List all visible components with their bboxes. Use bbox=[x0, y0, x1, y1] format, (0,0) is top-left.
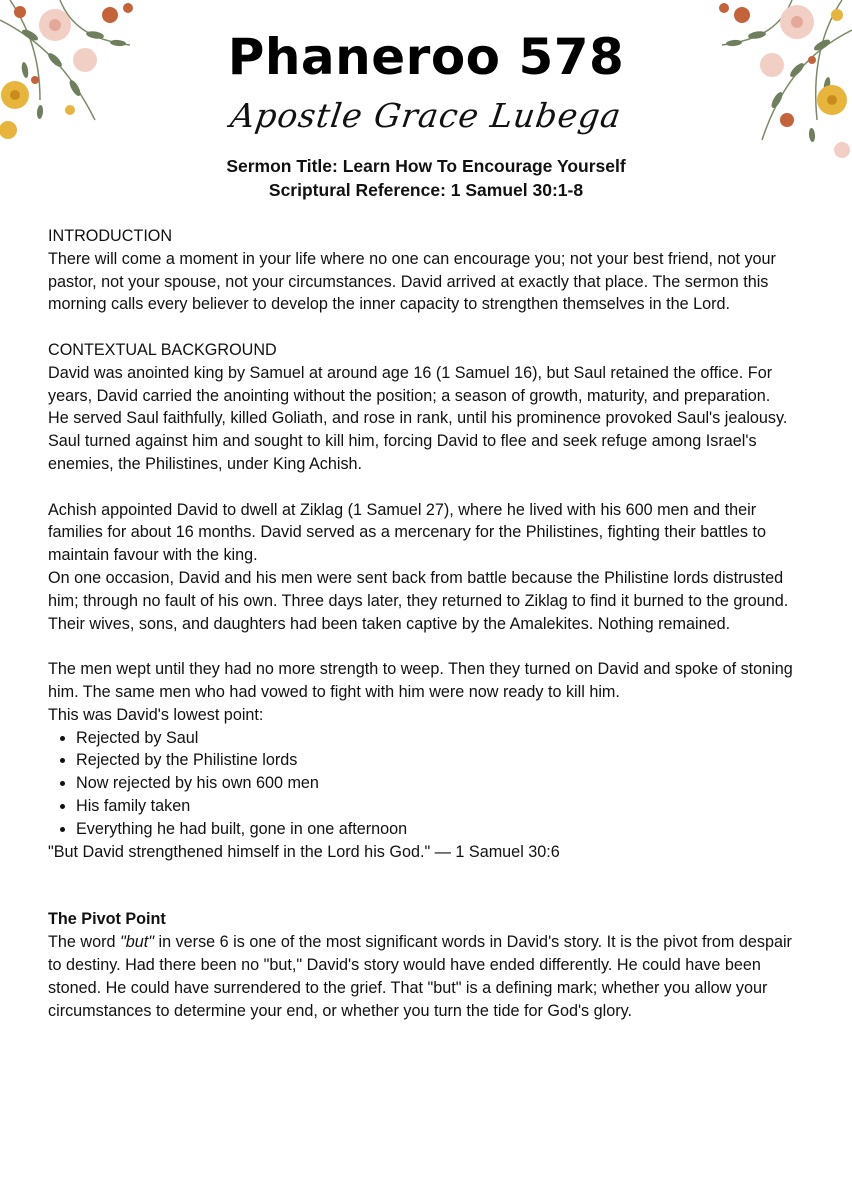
intro-heading: INTRODUCTION bbox=[48, 227, 173, 245]
intro-paragraph: There will come a moment in your life where no one can encourage you; not your best friend, not your pastor, not your spouse, not your circumstances. David arrived at exactly that place. The sermon this morning calls every believer to develop the inner capacity to strengthen themselves in the Lord. bbox=[48, 249, 776, 314]
lowest-points-list bbox=[48, 727, 798, 841]
document-header bbox=[0, 24, 852, 202]
document-body bbox=[48, 225, 798, 1022]
sermon-title: Sermon Title: Learn How To Encourage Yourself bbox=[226, 156, 626, 176]
lowest-point-intro: This was David's lowest point: bbox=[48, 705, 264, 724]
pivot-heading: The Pivot Point bbox=[48, 910, 166, 929]
list-item: • Now rejected by his own 600 men bbox=[76, 772, 798, 795]
context-paragraph-5: The men wept until they had no more strength to weep. Then they turned on David and spoke of stoning him. The same men who had vowed to fight with him were now ready to kill him. bbox=[48, 660, 793, 701]
author-signature: Apostle Grace Lubega bbox=[228, 96, 625, 135]
list-item: • Rejected by Saul bbox=[76, 727, 798, 750]
list-item: • Everything he had built, gone in one afternoon bbox=[76, 818, 798, 841]
scripture-reference: Scriptural Reference: 1 Samuel 30:1-8 bbox=[268, 180, 584, 200]
pivot-text-before: The word bbox=[48, 933, 120, 952]
context-paragraph-3: Achish appointed David to dwell at Ziklag (1 Samuel 27), where he lived with his 600 men and their families for about 16 months. David served as a mercenary for the Philistines, fighting their battles to maintain favour with the king. bbox=[48, 500, 766, 565]
context-paragraph-1: David was anointed king by Samuel at around age 16 (1 Samuel 16), but Saul retained the office. For years, David carried the anointing without the position; a season of growth, maturity, and preparation. bbox=[48, 363, 773, 405]
pivot-paragraph bbox=[48, 931, 798, 1022]
context-paragraph-4: On one occasion, David and his men were sent back from battle because the Philistine lords distrusted him; through no fault of his own. Three days later, they returned to Ziklag to find it burned to the ground. Their wives, sons, and daughters had been taken captive by the Amalekites. Nothing remained. bbox=[48, 568, 789, 633]
list-item: • Rejected by the Philistine lords bbox=[76, 749, 798, 772]
context-paragraph-2: He served Saul faithfully, killed Goliath, and rose in rank, until his prominence provoked Saul's jealousy. Saul turned against him and sought to kill him, forcing David to flee and seek refuge among Israel's enemies, the Philistines, under King Achish. bbox=[48, 409, 788, 473]
context-heading: CONTEXTUAL BACKGROUND bbox=[48, 340, 277, 359]
pivot-text-after: in verse 6 is one of the most significant words in David's story. It is the pivot from despair to destiny. Had there been no "but," David's story would have ended differently. He could have been stoned. He could have surrendered to the grief. That "but" is a defining mark; whether you allow your circumstances to determine your end, or whether you turn the tide for God's glory. bbox=[48, 933, 792, 1020]
page-title: Phaneroo 578 bbox=[227, 28, 625, 86]
list-item: • His family taken bbox=[76, 795, 798, 818]
scripture-quote: "But David strengthened himself in the Lord his God." — 1 Samuel 30:6 bbox=[48, 842, 560, 861]
pivot-word: "but" bbox=[119, 933, 154, 952]
